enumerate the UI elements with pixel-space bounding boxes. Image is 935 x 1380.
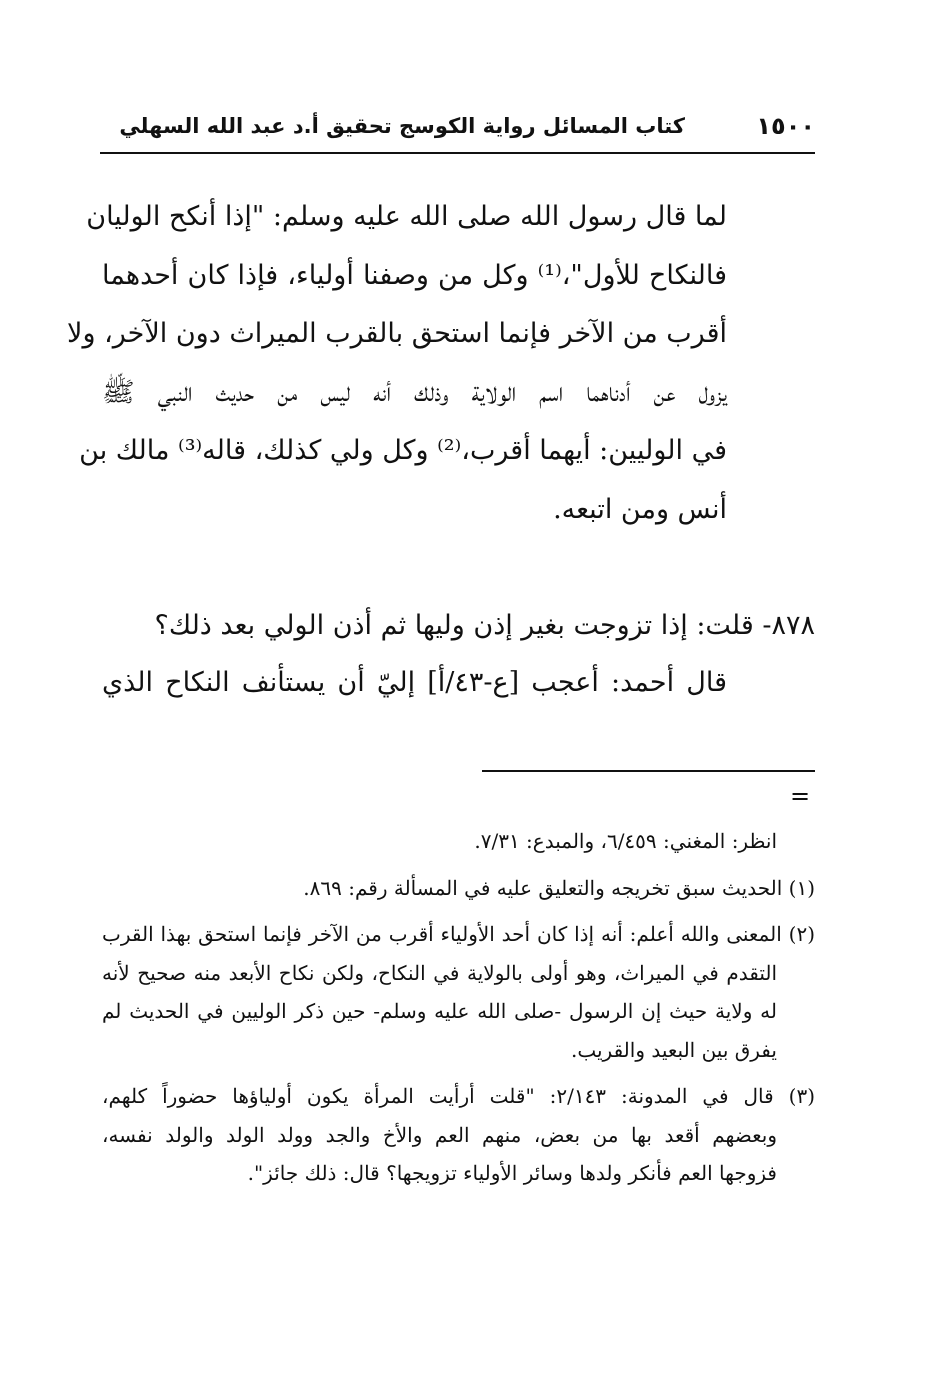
footnote-divider: [482, 770, 815, 772]
footnote-continuation-mark: =: [790, 782, 811, 810]
main-line: فالنكاح للأول"،⁽¹⁾ وكل من وصفنا أولياء، فإذا كان أحدهما: [102, 259, 727, 291]
main-line: في الوليين: أيهما أقرب،⁽²⁾ وكل ولي كذلك، قاله⁽³⁾ مالك بن: [79, 435, 727, 466]
footnote-2-line: يفرق بين البعيد والقريب.: [570, 1037, 777, 1062]
main-line: لما قال رسول الله صلى الله عليه وسلم: "إذا أنكح الوليان: [86, 201, 727, 232]
running-header: [100, 106, 815, 150]
footnote-3-line: فزوجها العم فأنكر ولدها وسائر الأولياء تزويجها؟ قال: ذلك جائز".: [247, 1161, 777, 1185]
page-number: ١٥٠٠: [756, 112, 815, 140]
book-title: كتاب المسائل رواية الكوسج تحقيق أ.د عبد الله السهلي: [119, 114, 685, 138]
question-878: ٨٧٨- قلت: إذا تزوجت بغير إذن وليها ثم أذن الولي بعد ذلك؟: [154, 610, 815, 641]
main-line: أنس ومن اتبعه.: [553, 493, 727, 525]
footnote-carryover: انظر: المغني: ٦/٤٥٩، والمبدع: ٧/٣١.: [474, 829, 777, 853]
footnote-2-line: التقدم في الميراث، وهو أولى بالولاية في النكاح، ولكن نكاح الأبعد منه صحيح لأنه: [102, 960, 777, 985]
footnote-2-line: له ولاية حيث إن الرسول -صلى الله عليه وسلم- حين ذكر الوليين في الحديث لم: [102, 999, 777, 1023]
main-paragraph: [67, 188, 727, 539]
footnotes: [102, 822, 815, 1193]
main-line: أقرب من الآخر فإنما استحق بالقرب الميراث دون الآخر، ولا: [67, 318, 727, 349]
header-divider: [100, 152, 815, 154]
footnote-3-line: (٣) قال في المدونة: ٢/١٤٣: "قلت أرأيت المرأة يكون أولياؤها حضوراً كلهم،: [102, 1084, 815, 1108]
footnote-2-line: (٢) المعنى والله أعلم: أنه إذا كان أحد الأولياء أقرب من الآخر فإنما استحق بهذا القرب: [102, 922, 815, 946]
footnote-1: (١) الحديث سبق تخريجه والتعليق عليه في المسألة رقم: ٨٦٩.: [303, 875, 815, 900]
footnote-3-line: وبعضهم أقعد بها من بعض، منهم العم والأخ والجد وولد الولد والولد نفسه،: [102, 1122, 777, 1147]
answer-text: قال أحمد: أعجب [ع-٤٣/أ] إليّ أن يستأنف النكاح الذي: [102, 667, 727, 698]
main-line: يزول عن أدناهما اسم الولاية وذلك أنه ليس من حديث النبي ﷺ: [102, 376, 727, 408]
